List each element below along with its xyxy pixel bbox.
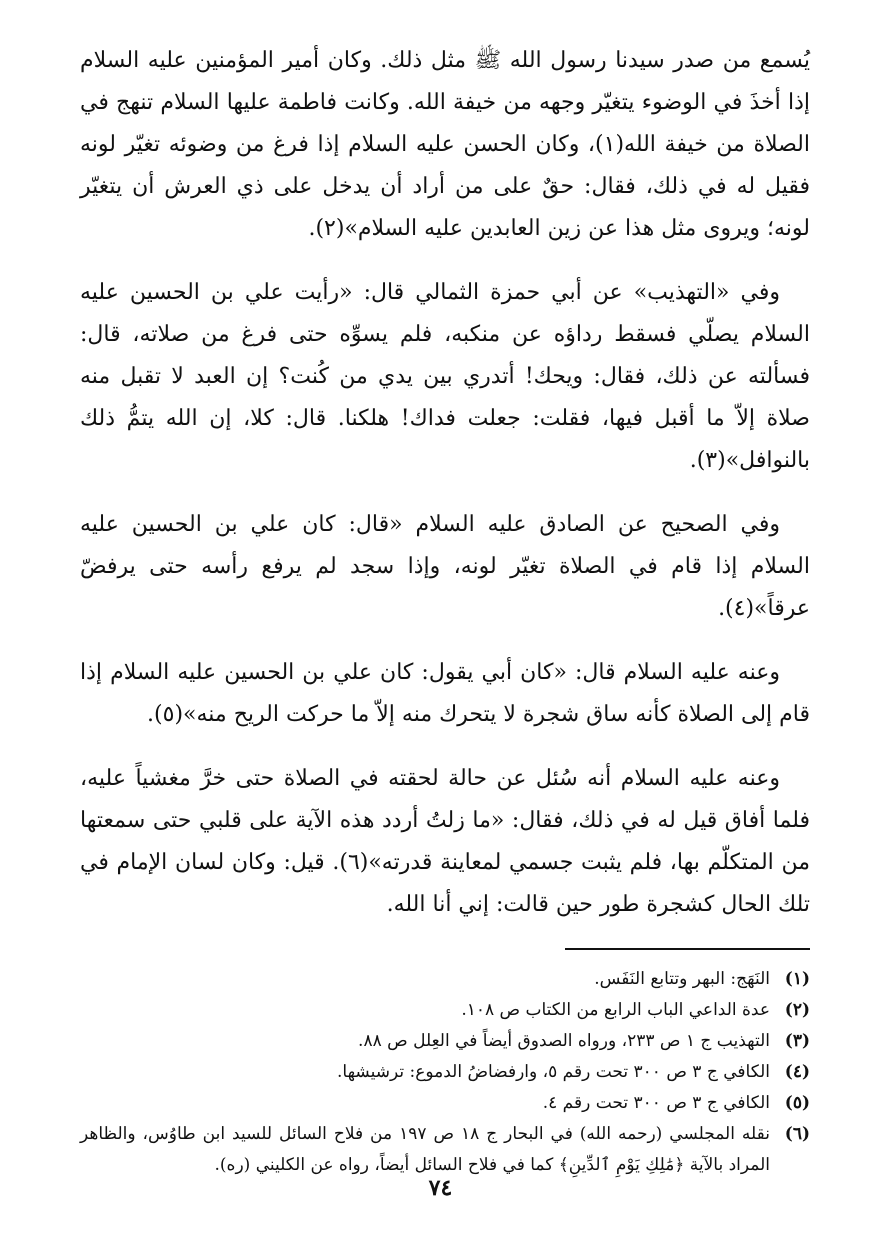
- book-page: [80, 40, 810, 1210]
- footnote-number: (٢): [784, 1000, 810, 1020]
- footnote-number: (١): [784, 969, 810, 989]
- footnote-item: [80, 1057, 810, 1088]
- footnote-number: (٥): [784, 1093, 810, 1113]
- footnote-number: (٣): [784, 1031, 810, 1051]
- paragraph: يُسمع من صدر سيدنا رسول الله ﷺ مثل ذلك. وكان أمير المؤمنين عليه السلام إذا أخذَ في الوضوء يتغيّر وجهه من خيفة الله. وكانت فاطمة عليها السلام تنهج في الصلاة من خيفة الله(١)، وكان الحسن عليه السلام إذا فرغ من وضوئه تغيّر لونه فقيل له في ذلك، فقال: حقٌ على من أراد أن يدخل على ذي العرش أن يتغيّر لونه؛ ويروى مثل هذا عن زين العابدين عليه السلام»(٢).: [80, 48, 810, 241]
- paragraph: وفي الصحيح عن الصادق عليه السلام «قال: كان علي بن الحسين عليه السلام إذا قام في الصلاة تغيّر لونه، وإذا سجد لم يرفع رأسه حتى يرفضّ عرقاً»(٤).: [80, 512, 810, 621]
- footnote-item: [80, 1119, 810, 1181]
- footnote-item: [80, 1026, 810, 1057]
- footnote-item: [80, 964, 810, 995]
- footnote-number: (٤): [784, 1062, 810, 1082]
- footnote-item: [80, 995, 810, 1026]
- footnote-text: عدة الداعي الباب الرابع من الكتاب ص ١٠٨.: [461, 1000, 770, 1020]
- footnote-text: التهذيب ج ١ ص ٢٣٣، ورواه الصدوق أيضاً في العِلل ص ٨٨.: [358, 1031, 770, 1051]
- paragraph: وعنه عليه السلام أنه سُئل عن حالة لحقته في الصلاة حتى خرَّ مغشياً عليه، فلما أفاق قيل له في ذلك، فقال: «ما زلتُ أردد هذه الآية على قلبي حتى سمعتها من المتكلّم بها، فلم يثبت جسمي لمعاينة قدرته»(٦). قيل: وكان لسان الإمام في تلك الحال كشجرة طور حين قالت: إني أنا الله.: [80, 766, 810, 917]
- footnote-number: (٦): [784, 1124, 810, 1144]
- footnote-text: الكافي ج ٣ ص ٣٠٠ تحت رقم ٤.: [542, 1093, 770, 1113]
- footnote-divider: [565, 948, 810, 950]
- main-text: [80, 40, 810, 926]
- paragraph: وفي «التهذيب» عن أبي حمزة الثمالي قال: «رأيت علي بن الحسين عليه السلام يصلّي فسقط رداؤه عن منكبه، فلم يسوِّه حتى فرغ من صلاته، قال: فسألته عن ذلك، فقال: ويحك! أتدري بين يدي من كُنت؟ إن العبد لا تقبل منه صلاة إلاّ ما أقبل فيها، فقلت: جعلت فداك! هلكنا. قال: كلا، إن الله يتمُّ ذلك بالنوافل»(٣).: [80, 280, 810, 473]
- footnote-item: [80, 1088, 810, 1119]
- footnotes-list: [80, 964, 810, 1181]
- paragraph: وعنه عليه السلام قال: «كان أبي يقول: كان علي بن الحسين عليه السلام إذا قام إلى الصلاة كأنه ساق شجرة لا يتحرك منه إلاّ ما حركت الريح منه»(٥).: [80, 660, 810, 727]
- footnote-text: النَهَج: البهر وتتابع النَفَس.: [594, 969, 770, 989]
- page-number: ٧٤: [428, 1175, 453, 1201]
- footnote-text: الكافي ج ٣ ص ٣٠٠ تحت رقم ٥، وارفضاضُ الدموع: ترشيشها.: [337, 1062, 770, 1082]
- footnote-text: نقله المجلسي (رحمه الله) في البحار ج ١٨ ص ١٩٧ من فلاح السائل للسيد ابن طاوُس، والظاهر المراد بالآية ﴿مَٰلِكِ يَوْمِ ٱلدِّينِ﴾ كما في فلاح السائل أيضاً، رواه عن الكليني (ره).: [80, 1124, 770, 1175]
